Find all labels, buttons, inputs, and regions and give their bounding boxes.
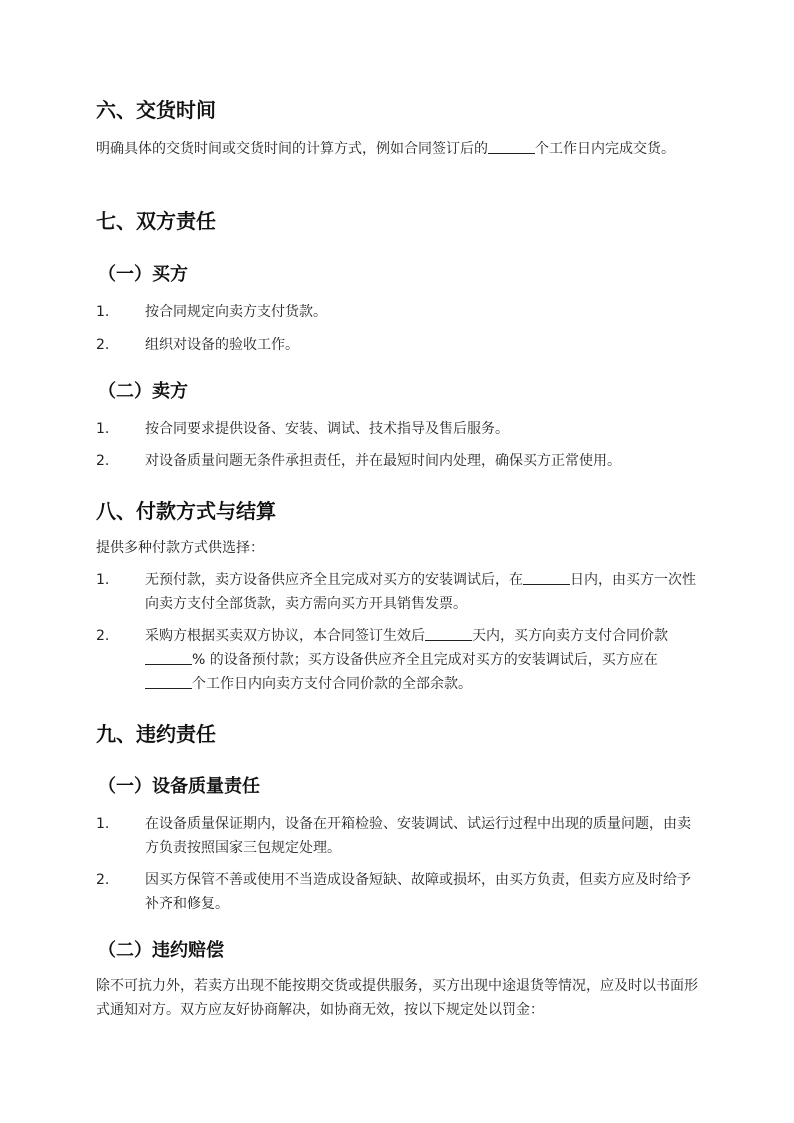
list-number: 1. — [96, 816, 110, 832]
list-text: 因买方保管不善或使用不当造成设备短缺、故障或损坏，由买方负责，但卖方应及时给予补齐和修复。 — [145, 872, 691, 912]
section-7-title: 七、双方责任 — [96, 209, 216, 233]
list-item — [96, 333, 704, 357]
list-item — [96, 300, 704, 324]
buyer-subtitle: （一）买方 — [98, 264, 188, 285]
list-text: 按合同规定向卖方支付货款。 — [145, 304, 327, 320]
compensation-subtitle: （二）违约赔偿 — [98, 940, 224, 961]
list-number: 1. — [96, 421, 110, 437]
payment-intro: 提供多种付款方式供选择： — [96, 540, 264, 556]
compensation-paragraph: 除不可抗力外，若卖方出现不能按期交货或提供服务，买方出现中途退货等情况，应及时以书面形式通知对方。双方应友好协商解决，如协商无效，按以下规定处以罚金： — [96, 978, 698, 1018]
list-number: 2. — [96, 872, 110, 888]
list-item — [96, 568, 704, 616]
list-number: 2. — [96, 453, 110, 469]
list-item — [96, 868, 704, 916]
section-6-paragraph — [96, 137, 704, 161]
list-text: 采购方根据买卖双方协议，本合同签订生效后 天内，买方向卖方支付合同价款% 的设备预付款；买方设备供应齐全且完成对买方的安装调试后，买方应在个工作日内向卖方支付合同价款的全部余款。 — [145, 624, 704, 696]
list-text: 对设备质量问题无条件承担责任，并在最短时间内处理，确保买方正常使用。 — [145, 453, 621, 469]
list-item — [96, 417, 704, 441]
list-number: 2. — [96, 337, 110, 353]
seller-subtitle: （二）卖方 — [98, 381, 188, 402]
quality-subtitle: （一）设备质量责任 — [98, 776, 260, 797]
delivery-days-blank[interactable] — [488, 138, 535, 154]
list-number: 2. — [96, 628, 110, 644]
section-6-text-before: 明确具体的交货时间或交货时间的计算方式，例如合同签订后的 — [96, 141, 488, 157]
section-8-title: 八、付款方式与结算 — [96, 499, 276, 523]
list-number: 1. — [96, 304, 110, 320]
list-item — [96, 449, 704, 473]
section-6-title: 六、交货时间 — [96, 98, 216, 122]
prepayment-percent-blank[interactable] — [145, 649, 192, 665]
list-text: 按合同要求提供设备、安装、调试、技术指导及售后服务。 — [145, 421, 509, 437]
section-9-title: 九、违约责任 — [96, 722, 216, 746]
list-text: 无预付款，卖方设备供应齐全且完成对买方的安装调试后，在 日内，由买方一次性向卖方支付全部货款，卖方需向买方开具销售发票。 — [145, 568, 704, 616]
balance-days-blank[interactable] — [145, 673, 192, 689]
list-item — [96, 624, 704, 696]
effective-days-blank[interactable] — [425, 625, 472, 641]
section-6-text-after: 个工作日内完成交货。 — [535, 141, 675, 157]
list-number: 1. — [96, 572, 110, 588]
list-item — [96, 812, 704, 860]
list-text: 在设备质量保证期内，设备在开箱检验、安装调试、试运行过程中出现的质量问题，由卖方负责按照国家三包规定处理。 — [145, 816, 691, 856]
list-text: 组织对设备的验收工作。 — [145, 337, 299, 353]
payment-days-blank[interactable] — [523, 569, 570, 585]
